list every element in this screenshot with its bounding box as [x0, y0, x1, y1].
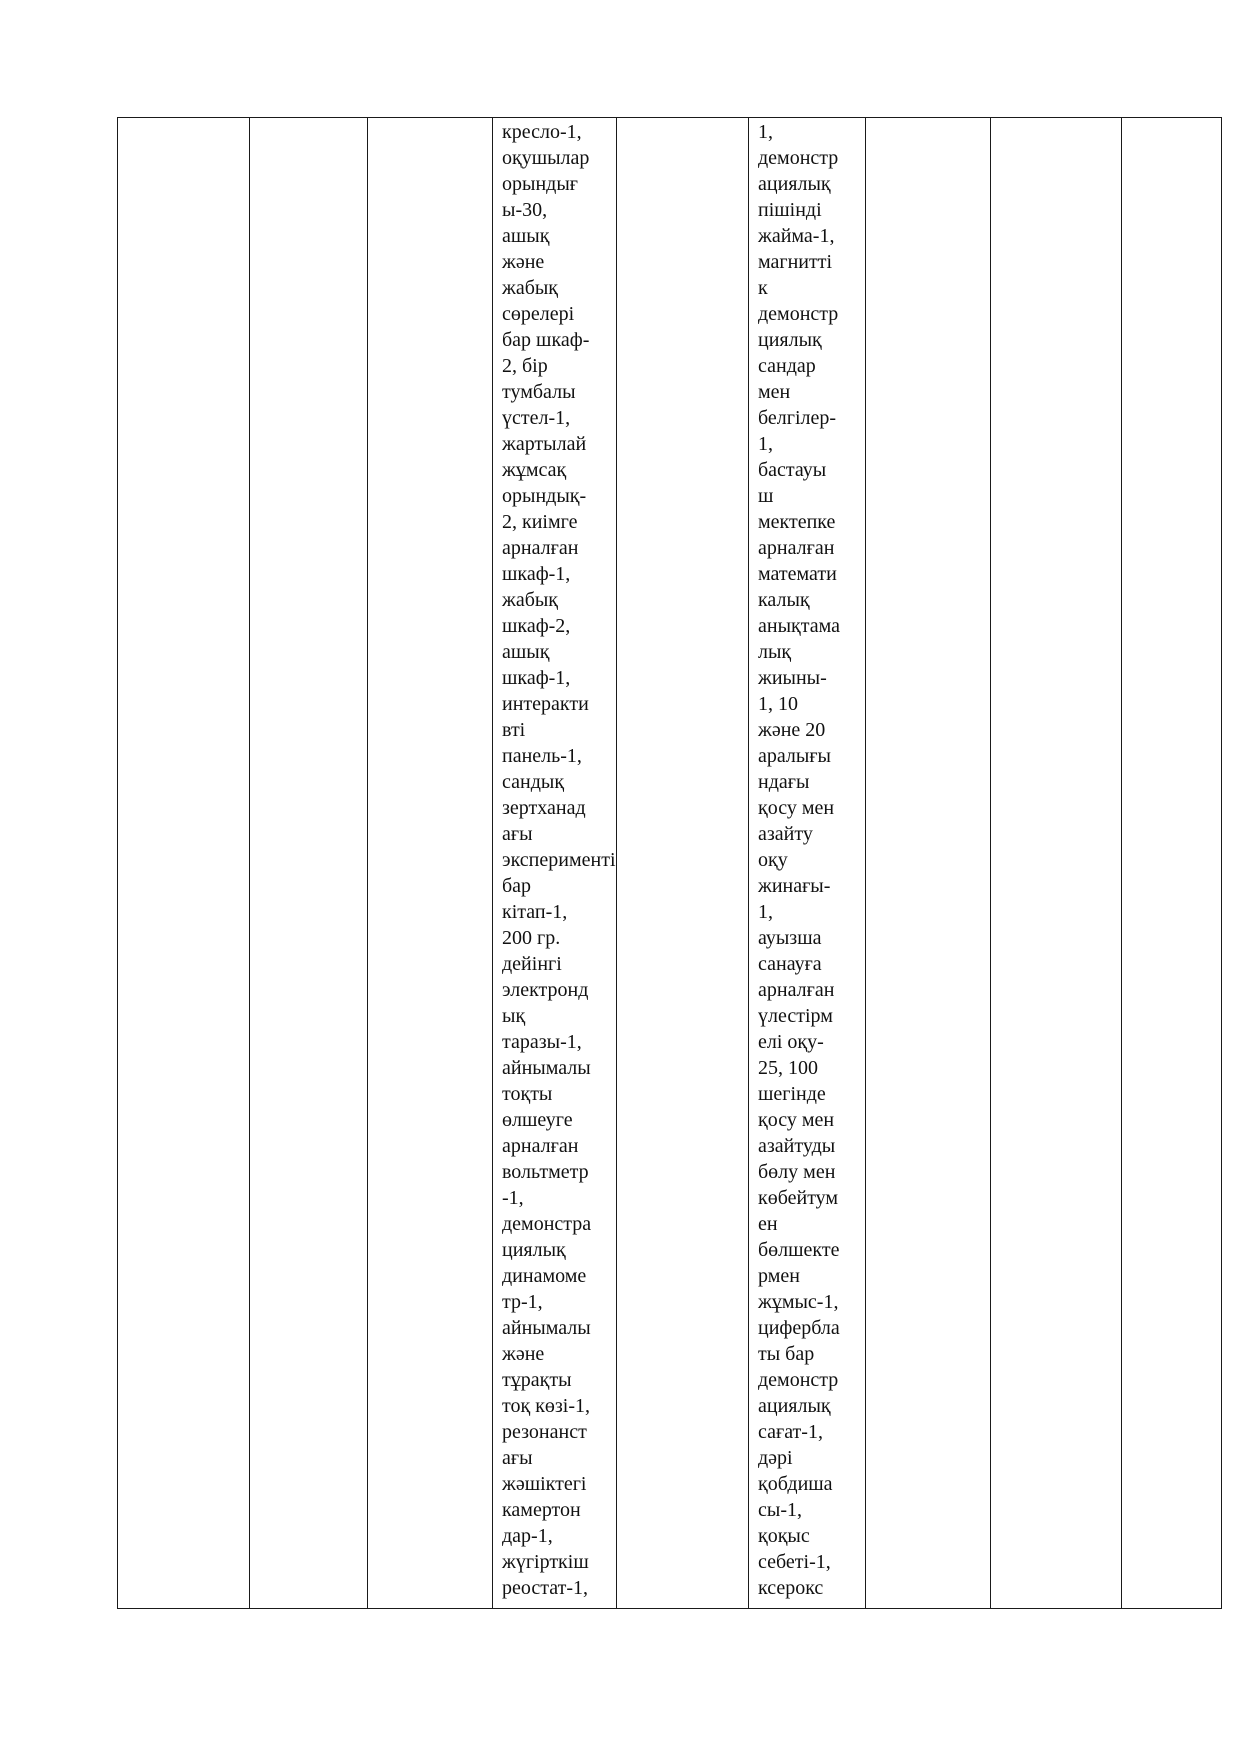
equipment-list-text: кресло-1, оқушылар орындығ ы-30, ашық және жабық сөрелері бар шкаф- 2, бір тумбалы үстел-1, жартылай жұмсақ орындық- 2, киімге арналған шкаф-1, жабық шкаф-2, ашық шкаф-1, интеракти вті панель-1, сандық зертханад ағы эксперименті бар кітап-1, 200 гр. дейінгі электронд ық таразы-1, айнымалы тоқты өлшеуге арналған вольтметр -1, демонстра циялық динамоме тр-1, айнымалы және тұрақты тоқ көзі-1, резонанст ағы жәшіктегі камертон дар-1, жүгірткіш реостат-1,	[502, 121, 616, 1599]
cell-text	[1122, 118, 1221, 119]
table-cell-col1	[118, 118, 250, 1609]
cell-text	[991, 118, 1121, 119]
table-cell-col9	[1122, 118, 1222, 1609]
cell-text	[250, 118, 367, 119]
table-cell-col8	[991, 118, 1122, 1609]
table-cell-col5	[617, 118, 749, 1609]
table-cell-materials-list	[749, 118, 866, 1609]
cell-text	[866, 118, 990, 119]
equipment-table	[117, 117, 1222, 1609]
table-cell-col7	[866, 118, 991, 1609]
table-cell-col2	[250, 118, 368, 1609]
table-row	[118, 118, 1222, 1609]
cell-text	[617, 118, 748, 119]
table-cell-equipment-list	[493, 118, 617, 1609]
cell-text	[368, 118, 492, 119]
cell-text	[118, 118, 249, 119]
table-cell-col3	[368, 118, 493, 1609]
materials-list-text: 1, демонстр ациялық пішінді жайма-1, магнитті к демонстр циялық сандар мен белгілер- 1, бастауы ш мектепке арналған математи калық анықтама лық жиыны- 1, 10 және 20 аралығы ндағы қосу мен азайту оқу жинағы- 1, ауызша санауға арналған үлестірм елі оқу- 25, 100 шегінде қосу мен азайтуды бөлу мен көбейтум ен бөлшекте рмен жұмыс-1, циферблa ты бар демонстр ациялық сағат-1, дәрі қобдиша сы-1, қоқыс себеті-1, ксерокс	[758, 121, 840, 1599]
